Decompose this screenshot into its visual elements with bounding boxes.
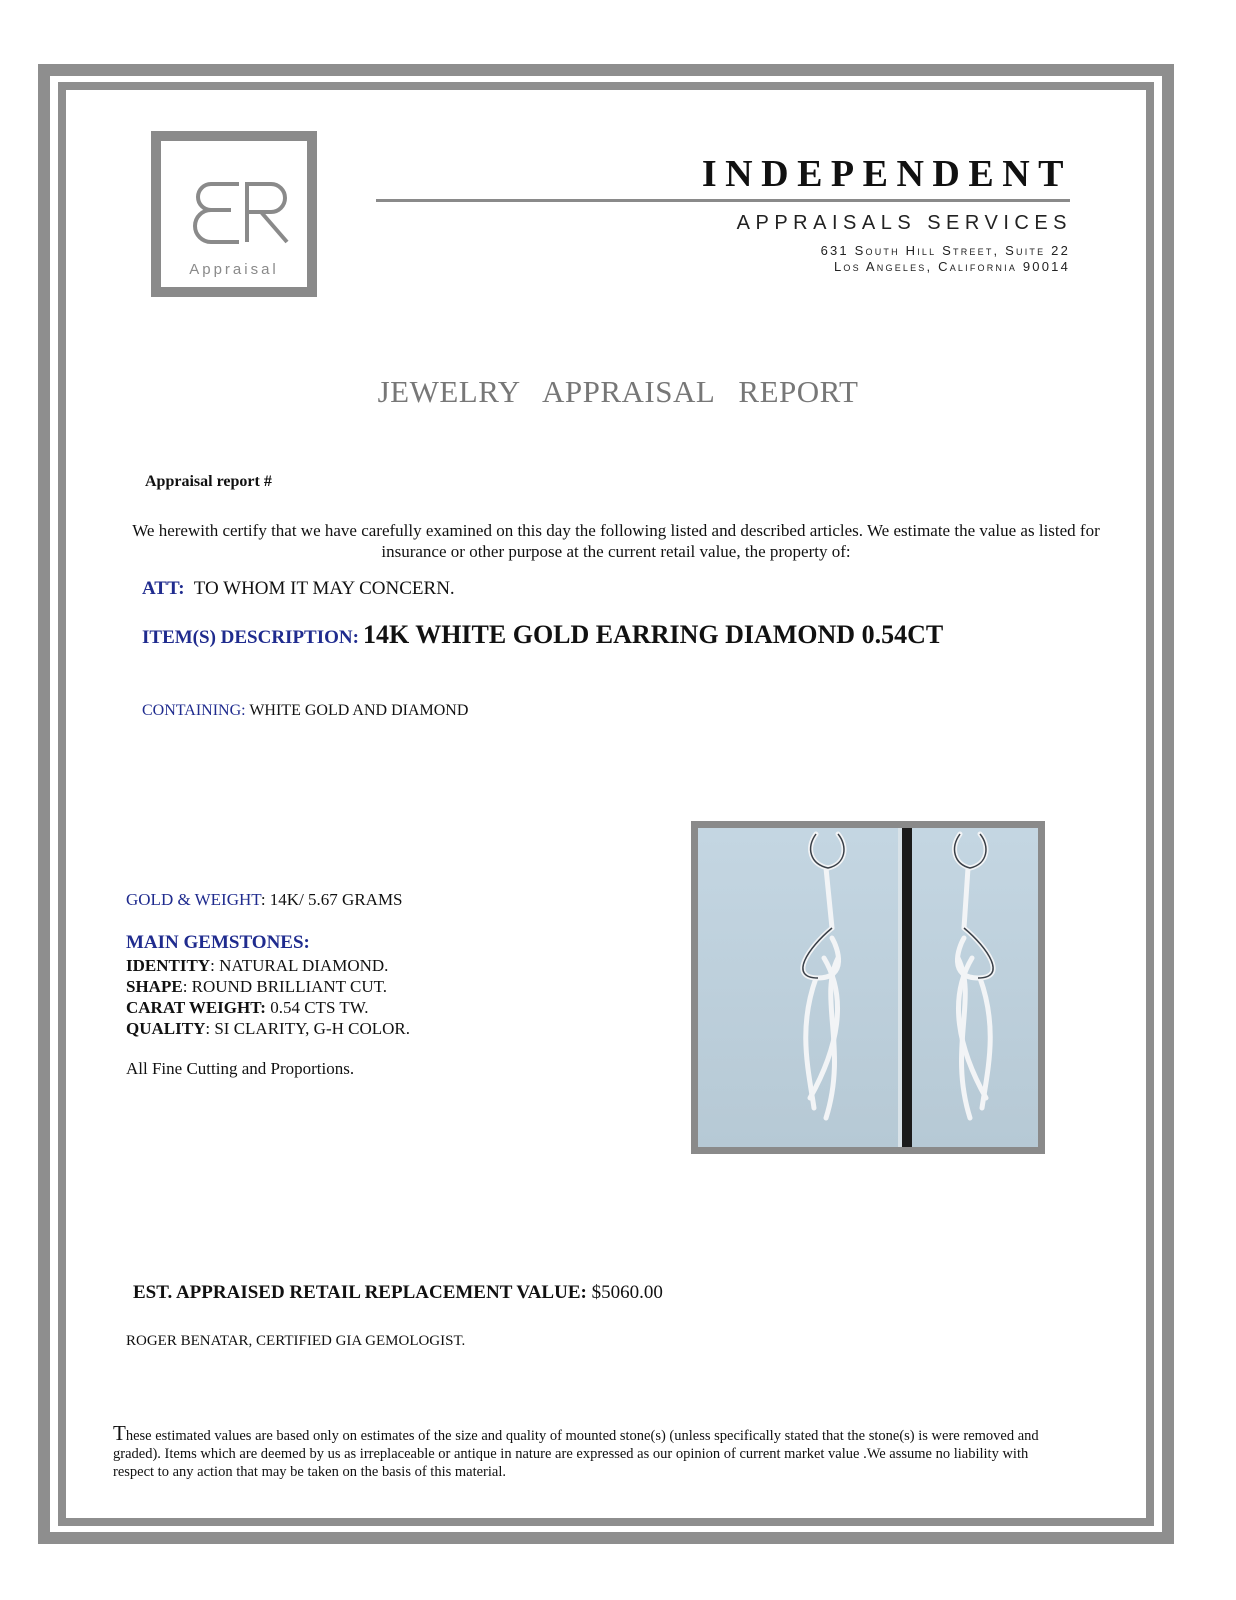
report-number-label: Appraisal report # bbox=[145, 473, 272, 490]
carat-weight-line bbox=[126, 998, 368, 1018]
report-title: JEWELRY APPRAISAL REPORT bbox=[377, 374, 859, 409]
quality-line bbox=[126, 1019, 410, 1039]
item-description-value: 14K WHITE GOLD EARRING DIAMOND 0.54CT bbox=[362, 620, 944, 649]
header-divider bbox=[376, 199, 1070, 202]
gold-weight-value: : 14K/ 5.67 GRAMS bbox=[260, 890, 403, 909]
company-address-line2: Los Angeles, California 90014 bbox=[834, 259, 1070, 274]
containing-label: CONTAINING: bbox=[142, 702, 246, 719]
item-description-label: ITEM(S) DESCRIPTION: bbox=[142, 627, 359, 648]
gemstones-heading: MAIN GEMSTONES: bbox=[126, 932, 310, 953]
identity-value: : NATURAL DIAMOND. bbox=[210, 956, 389, 975]
shape-value: : ROUND BRILLIANT CUT. bbox=[182, 977, 387, 996]
inner-border bbox=[58, 82, 1154, 1526]
earring-photo bbox=[691, 821, 1045, 1154]
carat-weight-value: 0.54 CTS TW. bbox=[265, 998, 369, 1017]
company-subtitle: APPRAISALS SERVICES bbox=[736, 212, 1072, 234]
disclaimer bbox=[113, 1421, 1053, 1481]
shape-line bbox=[126, 977, 387, 997]
certification-text: We herewith certify that we have carefully examined on this day the following listed and described articles. We estimate the value as listed for insurance or other purpose at the current retail value, the property of: bbox=[132, 521, 1100, 561]
identity-label: IDENTITY bbox=[126, 956, 211, 975]
logo-text: Appraisal bbox=[189, 261, 279, 278]
containing-value: WHITE GOLD AND DIAMOND bbox=[249, 702, 469, 719]
disclaimer-initial: T bbox=[113, 1421, 126, 1445]
appraised-value-amount: $5060.00 bbox=[591, 1282, 663, 1303]
er-monogram-icon bbox=[191, 179, 301, 249]
appraisal-logo bbox=[151, 131, 317, 297]
fine-cutting-note: All Fine Cutting and Proportions. bbox=[126, 1059, 355, 1078]
shape-label: SHAPE bbox=[126, 977, 183, 996]
att-line bbox=[142, 578, 455, 600]
gold-weight-label: GOLD & WEIGHT bbox=[126, 890, 261, 909]
disclaimer-text: hese estimated values are based only on estimates of the size and quality of mounted stone(s) (unless specifically stated that the stone(s) is were removed and graded). Items which are deemed by us as irreplaceable or antique in nature are expressed as our opinion of current market value .We assume no liability with respect to any action that may be taken on the basis of this material. bbox=[113, 1428, 1039, 1480]
appraised-value-line bbox=[133, 1282, 663, 1304]
quality-value: : SI CLARITY, G-H COLOR. bbox=[205, 1019, 410, 1038]
company-address-line1: 631 South Hill Street, Suite 22 bbox=[820, 243, 1070, 258]
gold-weight-line bbox=[126, 890, 403, 910]
att-value: TO WHOM IT MAY CONCERN. bbox=[193, 578, 455, 599]
appraised-value-label: EST. APPRAISED RETAIL REPLACEMENT VALUE: bbox=[133, 1282, 587, 1303]
quality-label: QUALITY bbox=[126, 1019, 206, 1038]
earrings-image bbox=[698, 828, 1038, 1147]
appraiser-name: ROGER BENATAR, CERTIFIED GIA GEMOLOGIST. bbox=[126, 1333, 466, 1349]
carat-weight-label: CARAT WEIGHT: bbox=[126, 998, 266, 1017]
company-name: INDEPENDENT bbox=[701, 153, 1072, 195]
att-label: ATT: bbox=[142, 578, 185, 599]
identity-line bbox=[126, 956, 388, 976]
item-description-line bbox=[142, 620, 943, 650]
containing-line bbox=[142, 702, 468, 720]
